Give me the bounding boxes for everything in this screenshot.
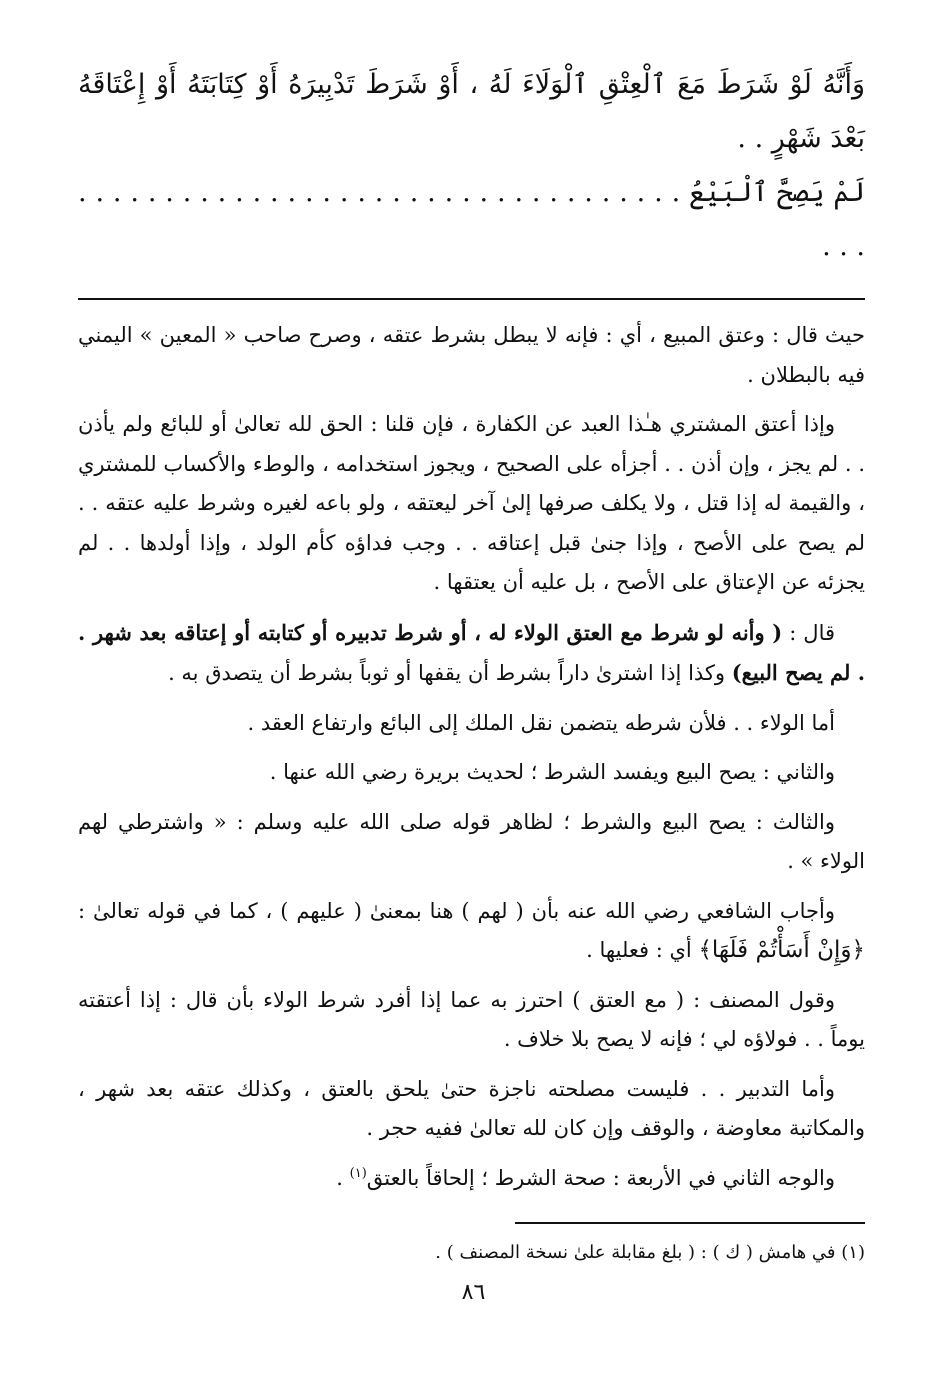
- footnote-marker[interactable]: (١): [349, 1165, 367, 1181]
- paragraph-5: والثاني : يصح البيع ويفسد الشرط ؛ لحديث بريرة رضي الله عنها .: [269, 760, 835, 784]
- paragraph-8: وقول المصنف : ( مع العتق ) احترز به عما إذا أفرد شرط الولاء بأن قال : إذا أعتقته يوماً . . فولاؤه لي ؛ فإنه لا يصح بلا خلاف .: [78, 987, 865, 1051]
- paragraph-2: وإذا أعتق المشتري هـٰذا العبد عن الكفارة ، فإن قلنا : الحق لله تعالىٰ أو للبائع ولم يأذن . . لم يجز ، وإن أذن . . أجزأه على الصحيح ، ويجوز استخدامه ، والوطء والأكساب للمشتري ، والقيمة له إذا قتل ، ولا يكلف صرفها إلىٰ آخر ليعتقه ، ولو باعه لغيره وشرط عليه عتقه . . لم يصح على الأصح ، وإذا جنىٰ قبل إعتاقه . . وجب فداؤه كأم الولد ، وإذا أولدها . . لم يجزئه عن الإعتاق على الأصح ، بل عليه أن يعتقها .: [78, 412, 865, 594]
- paragraph-10-end: .: [336, 1165, 350, 1190]
- paragraph-9: وأما التدبير . . فليست مصلحته ناجزة حتىٰ يلحق بالعتق ، وكذلك عتقه بعد شهر ، والمكاتبة معاوضة ، والوقف وإن كان لله تعالىٰ ففيه حجر .: [78, 1076, 865, 1140]
- footnote-divider: [515, 1222, 865, 1224]
- matn-line-2: لَمْ يَصِحَّ ٱلْبَيْعُ . . . . . . . . . . . . . . . . . . . . . . . . . . . . . . . . . . . . . .: [78, 177, 865, 262]
- matn-quote: ( وأنه لو شرط مع العتق الولاء له ، أو شرط تدبيره أو كتابته أو إعتاقه بعد شهر . . لم يصح البيع): [78, 619, 865, 685]
- paragraph-7: [78, 892, 865, 971]
- quran-verse: ﴿وَإِنْ أَسَأْتُمْ فَلَهَا﴾: [698, 937, 865, 963]
- paragraph-7-after: أي : فعليها .: [586, 938, 699, 962]
- paragraph-3-intro: قال :: [782, 620, 836, 645]
- commentary-text: [78, 316, 865, 1198]
- matn-divider: [78, 298, 865, 300]
- paragraph-3: [78, 613, 865, 694]
- paragraph-10: [78, 1159, 865, 1199]
- paragraph-6: والثالث : يصح البيع والشرط ؛ لظاهر قوله صلى الله عليه وسلم : « واشترطي لهم الولاء » .: [78, 809, 865, 873]
- footnote-number: (١): [841, 1242, 865, 1263]
- matn-line-1: وَأَنَّهُ لَوْ شَرَطَ مَعَ ٱلْعِتْقِ ٱلْوَلَاءَ لَهُ ، أَوْ شَرَطَ تَدْبِيرَهُ أَوْ كِتَابَتَهُ أَوْ إِعْتَاقَهُ بَعْدَ شَهْرٍ . .: [78, 69, 865, 154]
- paragraph-3-rest: وكذا إذا اشترىٰ داراً بشرط أن يقفها أو ثوباً بشرط أن يتصدق به .: [168, 661, 732, 685]
- matn-text: [78, 58, 865, 274]
- paragraph-10-text: والوجه الثاني في الأربعة : صحة الشرط ؛ إلحاقاً بالعتق: [366, 1165, 835, 1190]
- footnote-text: في هامش ( ك ) : ( بلغ مقابلة علىٰ نسخة المصنف ) .: [435, 1242, 836, 1263]
- footnote: [78, 1238, 865, 1268]
- paragraph-4: أما الولاء . . فلأن شرطه يتضمن نقل الملك إلى البائع وارتفاع العقد .: [247, 710, 835, 735]
- page-number: ٨٦: [461, 1280, 486, 1305]
- paragraph-1: حيث قال : وعتق المبيع ، أي : فإنه لا يبطل بشرط عتقه ، وصرح صاحب « المعين » اليمني فيه بالبطلان .: [78, 323, 865, 387]
- paragraph-7-before: وأجاب الشافعي رضي الله عنه بأن ( لهم ) هنا بمعنىٰ ( عليهم ) ، كما في قوله تعالىٰ :: [78, 898, 835, 923]
